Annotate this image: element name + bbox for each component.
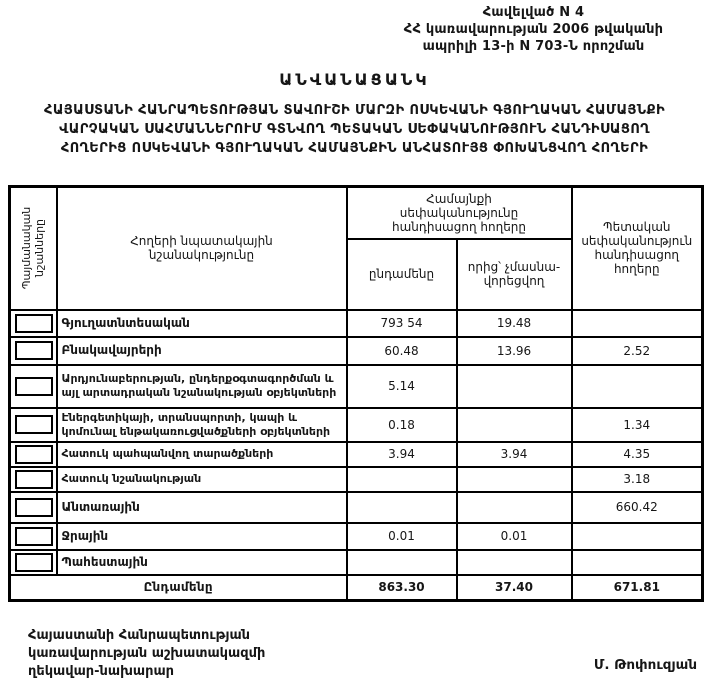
annex-line: ՀՀ կառավարության 2006 թվականի (403, 22, 664, 37)
not-privatizable-cell (457, 492, 572, 523)
total-not-privatizable-cell: 37.40 (457, 575, 572, 601)
annex-line: ապրիլի 13-ի N 703-Ն որոշման (422, 39, 645, 54)
table-row (10, 467, 703, 492)
state-owned-cell: 660.42 (572, 492, 703, 523)
community-total-cell: 0.18 (347, 408, 457, 442)
community-total-cell: 793 54 (347, 310, 457, 337)
row-name-cell: Ջրային (57, 523, 347, 550)
column-header-purpose: Հողերի նպատակային նշանակությունը (57, 187, 347, 310)
symbol-cell (10, 550, 57, 575)
legend-symbol-box (15, 415, 53, 434)
document-subtitle (0, 101, 709, 158)
legend-symbol-box (15, 341, 53, 360)
community-total-cell: 3.94 (347, 442, 457, 467)
total-community-cell: 863.30 (347, 575, 457, 601)
legend-symbol-box (15, 377, 53, 396)
community-total-cell (347, 550, 457, 575)
symbol-cell (10, 310, 57, 337)
symbol-cell (10, 492, 57, 523)
symbols-label-line: Պայմանական (20, 206, 34, 290)
state-owned-cell: 1.34 (572, 408, 703, 442)
column-header-of-which: որից՝ չմասնա-վորեցվող (457, 239, 572, 310)
not-privatizable-cell (457, 408, 572, 442)
legend-symbol-box (15, 314, 53, 333)
table-row (10, 310, 703, 337)
community-total-cell: 0.01 (347, 523, 457, 550)
signatory-title-line: կառավարության աշխատակազմի (28, 646, 266, 661)
total-state-owned-cell: 671.81 (572, 575, 703, 601)
row-name-cell: Արդյունաբերության, ընդերքօգտագործման և այլ արտադրական նշանակության օբյեկտների (57, 365, 347, 408)
row-name-cell: Էներգետիկայի, տրանսպորտի, կապի և կոմունալ ենթակառուցվածքների օբյեկտների (57, 408, 347, 442)
row-name-cell: Գյուղատնտեսական (57, 310, 347, 337)
symbol-cell (10, 408, 57, 442)
not-privatizable-cell (457, 467, 572, 492)
table-row (10, 337, 703, 365)
state-owned-cell: 3.18 (572, 467, 703, 492)
annex-block (366, 4, 701, 55)
subtitle-line: ՀԱՅԱՍՏԱՆԻ ՀԱՆՐԱՊԵՏՈՒԹՅԱՆ ՏԱՎՈՒՇԻ ՄԱՐԶԻ ՈՍԿԵՎԱՆԻ ԳՅՈՒՂԱԿԱՆ ՀԱՄԱՅՆՔԻ (43, 103, 666, 118)
signatory-name: Մ. Թոփուզյան (593, 657, 697, 673)
symbol-cell (10, 337, 57, 365)
document-footer (0, 627, 709, 681)
symbol-cell (10, 442, 57, 467)
not-privatizable-cell: 3.94 (457, 442, 572, 467)
legend-symbol-box (15, 470, 53, 489)
legend-symbol-box (15, 445, 53, 464)
column-header-state: Պետական սեփականություն հանդիսացող հողերը (572, 187, 703, 310)
subtitle-line: ՎԱՐՉԱԿԱՆ ՍԱՀՄԱՆՆԵՐՈՒՄ ԳՏՆՎՈՂ ՊԵՏԱԿԱՆ ՍԵՓԱԿԱՆՈՒԹՅՈՒՆ ՀԱՆԴԻՍԱՑՈՂ (59, 122, 650, 137)
symbol-cell (10, 523, 57, 550)
not-privatizable-cell: 13.96 (457, 337, 572, 365)
state-owned-cell (572, 310, 703, 337)
table-row (10, 408, 703, 442)
community-total-cell (347, 467, 457, 492)
community-total-cell: 60.48 (347, 337, 457, 365)
state-owned-cell: 4.35 (572, 442, 703, 467)
table-row (10, 365, 703, 408)
symbol-cell (10, 467, 57, 492)
state-owned-cell (572, 365, 703, 408)
legend-symbol-box (15, 498, 53, 517)
not-privatizable-cell: 19.48 (457, 310, 572, 337)
table-row (10, 492, 703, 523)
table-row (10, 550, 703, 575)
table-row (10, 523, 703, 550)
column-header-symbols-label (20, 189, 46, 307)
land-allocation-table (8, 185, 704, 602)
not-privatizable-cell (457, 550, 572, 575)
page-title: ԱՆՎԱՆԱՑԱՆԿ (279, 70, 430, 89)
column-header-total: ընդամենը (347, 239, 457, 310)
table-total-row (10, 575, 703, 601)
table-row (10, 442, 703, 467)
row-name-cell: Հատուկ պահպանվող տարածքների (57, 442, 347, 467)
legend-symbol-box (15, 553, 53, 572)
not-privatizable-cell (457, 365, 572, 408)
signatory-title-line: Հայաստանի Հանրապետության (28, 628, 251, 643)
community-total-cell: 5.14 (347, 365, 457, 408)
column-header-community-group: Համայնքի սեփականությունը հանդիսացող հողերը (347, 187, 572, 239)
subtitle-line: ՀՈՂԵՐԻՑ ՈՍԿԵՎԱՆԻ ԳՅՈՒՂԱԿԱՆ ՀԱՄԱՅՆՔԻՆ ԱՆՀԱՏՈՒՅՑ ՓՈԽԱՆՑՎՈՂ ՀՈՂԵՐԻ (60, 141, 649, 156)
row-name-cell: Հատուկ նշանակության (57, 467, 347, 492)
annex-line: Հավելված N 4 (482, 5, 585, 20)
state-owned-cell (572, 523, 703, 550)
state-owned-cell (572, 550, 703, 575)
column-header-symbols (10, 187, 57, 310)
table-header-row (10, 187, 703, 239)
signatory-title-line: ղեկավար-նախարար (28, 664, 175, 679)
row-name-cell: Պահեստային (57, 550, 347, 575)
symbols-label-line: նշանները (33, 219, 47, 278)
total-row-label: Ընդամենը (10, 575, 347, 601)
signatory-title-block (28, 627, 265, 681)
state-owned-cell: 2.52 (572, 337, 703, 365)
row-name-cell: Բնակավայրերի (57, 337, 347, 365)
symbol-cell (10, 365, 57, 408)
legend-symbol-box (15, 527, 53, 546)
not-privatizable-cell: 0.01 (457, 523, 572, 550)
community-total-cell (347, 492, 457, 523)
row-name-cell: Անտառային (57, 492, 347, 523)
